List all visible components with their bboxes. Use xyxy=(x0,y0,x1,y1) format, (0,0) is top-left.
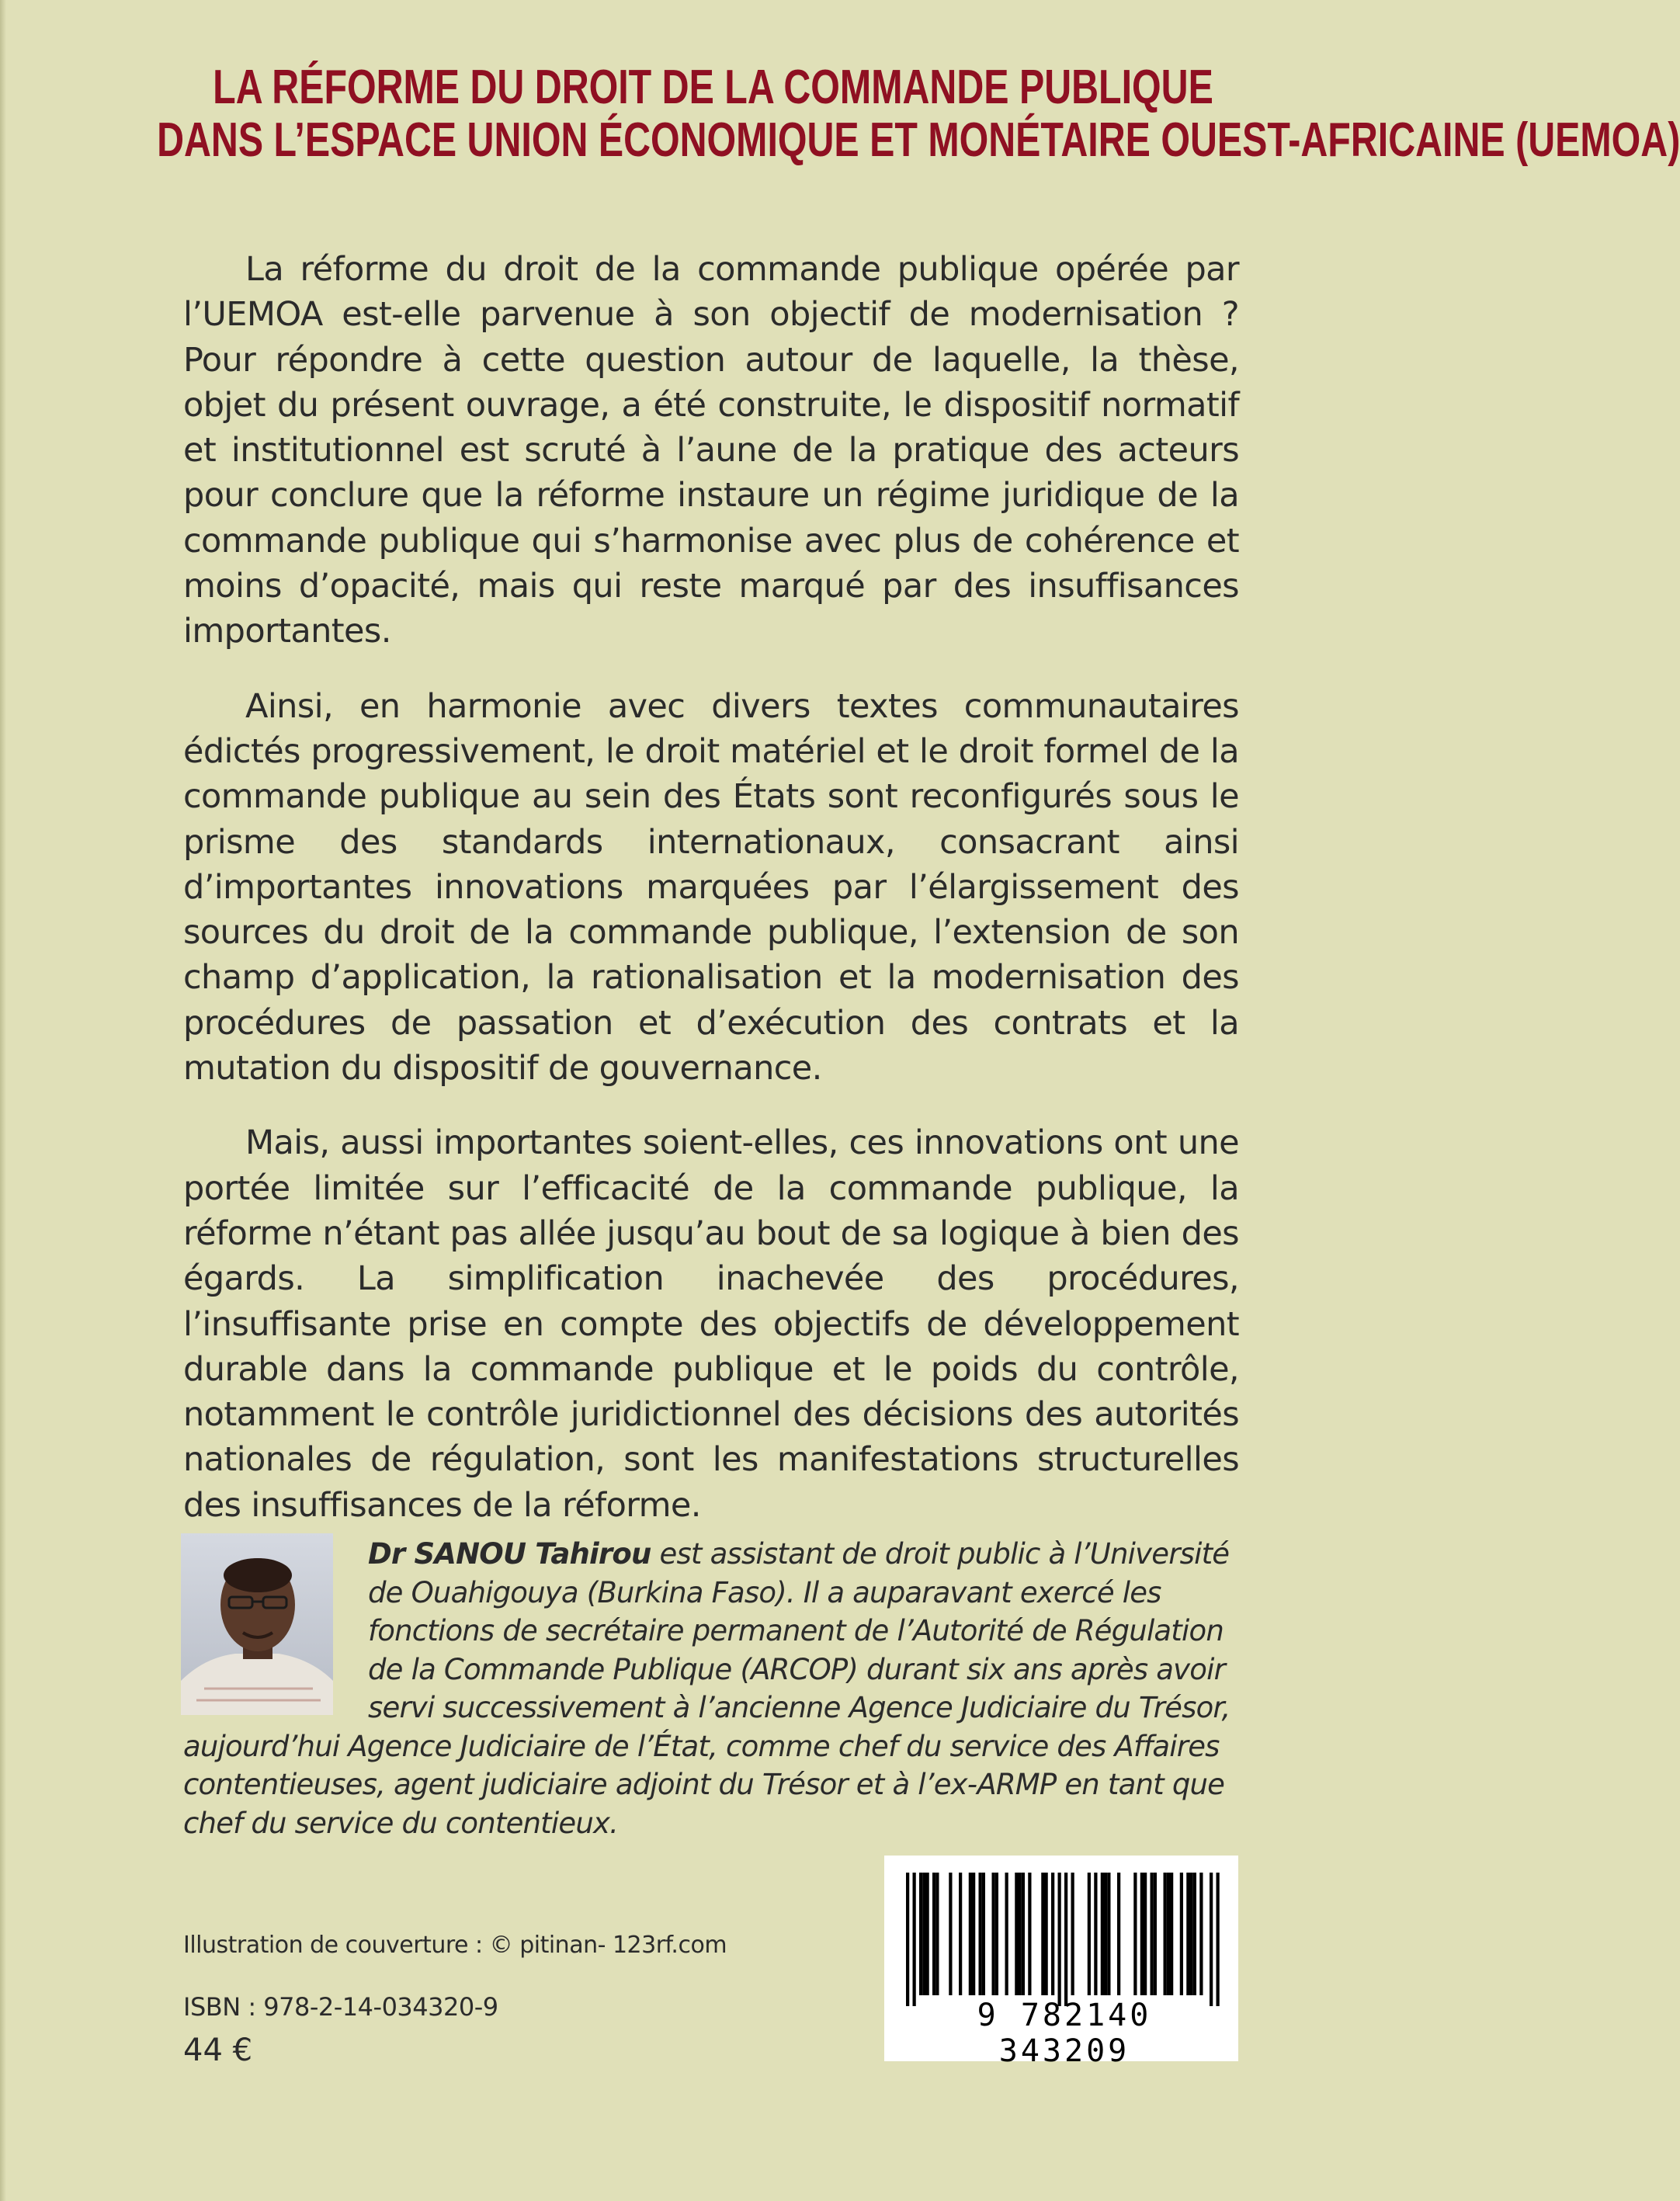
barcode-bar xyxy=(959,1873,962,1995)
barcode-bar xyxy=(1151,1873,1154,1995)
barcode-bar xyxy=(1005,1873,1008,1995)
barcode-bar xyxy=(913,1873,916,2006)
barcode-bar xyxy=(926,1873,929,1995)
barcode-bar xyxy=(1170,1873,1173,1995)
barcode-bar xyxy=(919,1873,922,1995)
author-name: Dr SANOU Tahirou xyxy=(368,1537,651,1571)
barcode-digits: 9 782140 343209 xyxy=(977,1998,1152,2069)
barcode-bar xyxy=(932,1873,935,1995)
title-line-2: DANS L’ESPACE UNION ÉCONOMIQUE ET MONÉTAIRE OUEST-AFRICAINE (UEMOA) xyxy=(157,113,1680,167)
barcode-bar xyxy=(995,1873,998,1995)
barcode-bar xyxy=(1167,1873,1170,1995)
barcode-bar xyxy=(972,1873,975,1995)
barcode-bar xyxy=(935,1873,939,1995)
barcode-bar xyxy=(1101,1873,1104,1995)
isbn: ISBN : 978-2-14-034320-9 xyxy=(183,1992,498,2022)
barcode-bar xyxy=(1045,1873,1048,1995)
barcode-bar xyxy=(1117,1873,1120,1995)
spine-edge xyxy=(0,0,6,2201)
cover-illustration-credit: Illustration de couverture : © pitinan- 123rf.com xyxy=(183,1932,727,1959)
book-title xyxy=(157,61,1680,168)
barcode-bar xyxy=(1144,1873,1147,1995)
barcode-bar xyxy=(1210,1873,1213,2006)
barcode-bar xyxy=(969,1873,972,1995)
barcode-bar xyxy=(1217,1873,1220,2006)
barcode-bar xyxy=(1071,1873,1074,1995)
barcode-bar xyxy=(1154,1873,1157,1995)
summary-paragraph-2: Ainsi, en harmonie avec divers textes communautaires édictés progressivement, le droit matériel et le droit formel de la commande publique au sein des États sont reconfigurés sous le prisme des standards internationaux, consacrant ainsi d’importantes innovations marquées par l’élargissement des sources du droit de la commande publique, l’extension de son champ d’application, la rationalisation et la modernisation des procédures de passation et d’exécution des contrats et la mutation du dispositif de gouvernance. xyxy=(183,686,1239,1088)
barcode-bar xyxy=(1199,1873,1203,1995)
back-cover-summary xyxy=(183,247,1239,1557)
author-bio xyxy=(183,1535,1239,1842)
barcode-bar xyxy=(1019,1873,1022,1995)
barcode-bar xyxy=(1140,1873,1144,1995)
barcode-bar xyxy=(1088,1873,1091,1995)
barcode-bar xyxy=(1190,1873,1193,1995)
barcode-bar xyxy=(1186,1873,1189,1995)
barcode-bar xyxy=(979,1873,982,1995)
barcode-bar xyxy=(1094,1873,1097,1995)
barcode-bar xyxy=(1015,1873,1018,1995)
barcode-bar xyxy=(1104,1873,1107,1995)
photo-spacer xyxy=(183,1535,368,1723)
barcode-bar xyxy=(922,1873,925,1995)
barcode-bar xyxy=(1064,1873,1067,2006)
author-bio-text: est assistant de droit public à l’Université de Ouahigouya (Burkina Faso). Il a auparavant exercé les fonctions de secrétaire permanent de l’Autorité de Régulation de la Commande Publique (ARCOP) durant six ans après avoir servi successivement à l’ancienne Agence Judiciaire du Trésor, aujourd’hui Agence Judiciaire de l’État, comme chef du service des Affaires contentieuses, agent judiciaire adjoint du Trésor et à l’ex-ARMP en tant que chef du service du contentieux. xyxy=(183,1537,1230,1840)
barcode-bar xyxy=(992,1873,995,1995)
barcode-bar xyxy=(1028,1873,1031,1995)
barcode-bar xyxy=(1051,1873,1054,1995)
barcode-bar xyxy=(1164,1873,1167,1995)
summary-paragraph-1: La réforme du droit de la commande publique opérée par l’UEMOA est-elle parvenue à son objectif de modernisation ? Pour répondre à cette question autour de laquelle, la thèse, objet du présent ouvrage, a été construite, le dispositif normatif et institutionnel est scruté à l’aune de la pratique des acteurs pour conclure que la réforme instaure un régime juridique de la commande publique qui s’harmonise avec plus de cohérence et moins d’opacité, mais qui reste marqué par des insuffisances importantes. xyxy=(183,250,1239,651)
barcode-bar xyxy=(982,1873,985,1995)
barcode-bar xyxy=(1133,1873,1137,1995)
barcode-bar xyxy=(1058,1873,1061,2006)
barcode xyxy=(884,1856,1238,2069)
barcode-bar xyxy=(1193,1873,1196,1995)
barcode-bar xyxy=(1107,1873,1110,1995)
barcode-bar xyxy=(1180,1873,1183,1995)
barcode-bar xyxy=(1041,1873,1044,1995)
barcode-bar xyxy=(1022,1873,1025,1995)
summary-paragraph-3: Mais, aussi importantes soient-elles, ces innovations ont une portée limitée sur l’efficacité de la commande publique, la réforme n’étant pas allée jusqu’au bout de sa logique à bien des égards. La simplification inachevée des procédures, l’insuffisante prise en compte des objectifs de développement durable dans la commande publique et le poids du contrôle, notamment le contrôle juridictionnel des décisions des autorités nationales de régulation, sont les manifestations structurelles des insuffisances de la réforme. xyxy=(183,1123,1239,1525)
barcode-bar xyxy=(949,1873,952,1995)
barcode-bar xyxy=(906,1873,909,2006)
price: 44 € xyxy=(183,2033,253,2068)
title-line-1: LA RÉFORME DU DROIT DE LA COMMANDE PUBLIQUE xyxy=(213,61,1213,114)
